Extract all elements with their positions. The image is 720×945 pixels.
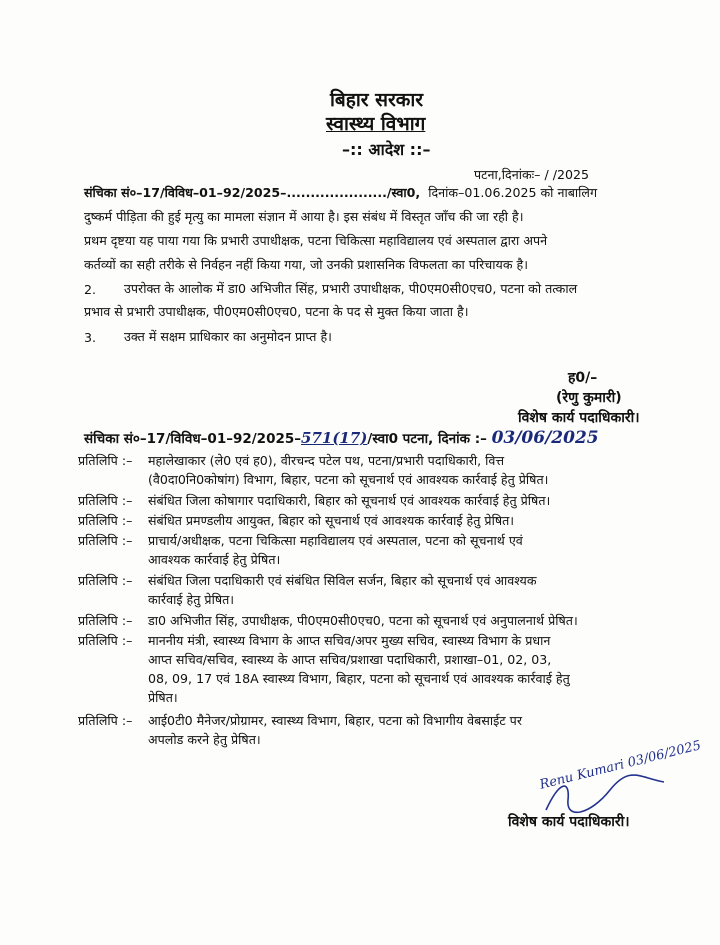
copy-line: कार्रवाई हेतु प्रेषित।	[148, 592, 235, 607]
copy-label: प्रतिलिपि :–	[78, 493, 133, 508]
copy-text	[148, 451, 696, 489]
copy-line: महालेखाकार (ले0 एवं ह0), वीरचन्द पटेल पथ, पटना/प्रभारी पदाधिकारी, वित्त	[148, 453, 505, 468]
order-reference-date: दिनांक–01.06.2025 को नाबालिग	[428, 185, 598, 200]
copy-line: प्राचार्य/अधीक्षक, पटना चिकित्सा महाविद्यालय एवं अस्पताल, पटना को सूचनार्थ एवं	[148, 533, 523, 548]
final-designation: विशेष कार्य पदाधिकारी।	[508, 814, 630, 830]
paragraph-2-line: उपरोक्त के आलोक में डा0 अभिजीत सिंह, प्रभारी उपाधीक्षक, पी0एम0सी0एच0, पटना को तत्काल	[124, 281, 578, 296]
copy-reference-mid: /स्वा0 पटना, दिनांक :–	[367, 431, 487, 447]
signatory-name: (रेणु कुमारी)	[556, 390, 622, 406]
order-reference	[84, 184, 597, 201]
copy-text	[148, 531, 696, 569]
handwritten-signature: Renu Kumari 03/06/2025	[538, 738, 703, 793]
copy-line: डा0 अभिजीत सिंह, उपाधीक्षक, पी0एम0सी0एच0, पटना को सूचनार्थ एवं अनुपालनार्थ प्रेषित।	[148, 613, 578, 628]
order-reference-number: संचिका सं०–17/विविध–01–92/2025–...................../स्वा0,	[84, 185, 421, 200]
department-title: स्वास्थ्य विभाग	[326, 113, 426, 135]
copy-reference-prefix: संचिका सं०–17/विविध–01–92/2025–	[84, 431, 302, 447]
paragraph-2-number: 2.	[84, 282, 97, 297]
government-title: बिहार सरकार	[330, 89, 424, 111]
signed-mark: ह0/–	[568, 370, 598, 386]
copy-label: प्रतिलिपि :–	[78, 633, 133, 648]
copy-line: प्रेषित।	[148, 690, 178, 705]
paragraph-3-number: 3.	[84, 330, 97, 345]
order-title: –:: आदेश ::–	[342, 140, 431, 159]
copy-line: आवश्यक कार्रवाई हेतु प्रेषित।	[148, 552, 281, 567]
copy-text	[148, 511, 696, 530]
copy-line: आप्त सचिव/सचिव, स्वास्थ्य के आप्त सचिव/प्रशाखा पदाधिकारी, प्रशाखा–01, 02, 03,	[148, 652, 552, 667]
copy-label: प्रतिलिपि :–	[78, 573, 133, 588]
handwritten-date: 03/06/2025	[491, 428, 599, 448]
copy-label: प्रतिलिपि :–	[78, 713, 133, 728]
paragraph-2-line: प्रभाव से प्रभारी उपाधीक्षक, पी0एम0सी0एच0, पटना के पद से मुक्त किया जाता है।	[84, 304, 469, 319]
copy-text	[148, 631, 696, 707]
copy-reference	[84, 428, 599, 448]
copy-text	[148, 611, 696, 630]
copy-line: (वै0दा0नि0कोषांग) विभाग, बिहार, पटना को सूचनार्थ एवं आवश्यक कार्रवाई हेतु प्रेषित।	[148, 472, 549, 487]
copy-line: माननीय मंत्री, स्वास्थ्य विभाग के आप्त सचिव/अपर मुख्य सचिव, स्वास्थ्य विभाग के प्रधान	[148, 633, 551, 648]
copy-label: प्रतिलिपि :–	[78, 453, 133, 468]
signatory-designation: विशेष कार्य पदाधिकारी।	[518, 410, 640, 426]
paragraph-3-text: उक्त में सक्षम प्राधिकार का अनुमोदन प्राप्त है।	[124, 329, 332, 344]
copy-line: आई0टी0 मैनेजर/प्रोग्रामर, स्वास्थ्य विभाग, बिहार, पटना को विभागीय वेबसाईट पर	[148, 713, 522, 728]
copy-line: संबंधित प्रमण्डलीय आयुक्त, बिहार को सूचनार्थ एवं आवश्यक कार्रवाई हेतु प्रेषित।	[148, 513, 515, 528]
handwritten-letter-number: 571(17)	[301, 429, 368, 447]
copy-line: संबंधित जिला पदाधिकारी एवं संबंधित सिविल सर्जन, बिहार को सूचनार्थ एवं आवश्यक	[148, 573, 537, 588]
copy-label: प्रतिलिपि :–	[78, 613, 133, 628]
copy-line: 08, 09, 17 एवं 18A स्वास्थ्य विभाग, बिहार, पटना को सूचनार्थ एवं आवश्यक कार्रवाई हेतु	[148, 671, 570, 686]
place-date: पटना,दिनांकः– / /2025	[474, 167, 590, 182]
copy-text	[148, 491, 696, 510]
copy-line: अपलोड करने हेतु प्रेषित।	[148, 732, 261, 747]
paragraph-1-line: प्रथम दृष्टया यह पाया गया कि प्रभारी उपाधीक्षक, पटना चिकित्सा महाविद्यालय एवं अस्पताल द्वारा अपने	[84, 233, 548, 248]
copy-text	[148, 571, 696, 609]
copy-line: संबंधित जिला कोषागार पदाधिकारी, बिहार को सूचनार्थ एवं आवश्यक कार्रवाई हेतु प्रेषित।	[148, 493, 551, 508]
copy-label: प्रतिलिपि :–	[78, 513, 133, 528]
copy-text	[148, 711, 696, 749]
copy-label: प्रतिलिपि :–	[78, 533, 133, 548]
paragraph-1-line: कर्तव्यों का सही तरीके से निर्वहन नहीं किया गया, जो उनकी प्रशासनिक विफलता का परिचायक है।	[84, 257, 528, 272]
paragraph-1-line: दुष्कर्म पीड़िता की हुई मृत्यु का मामला संज्ञान में आया है। इस संबंध में विस्तृत जाँच की जा रही है।	[84, 209, 524, 224]
